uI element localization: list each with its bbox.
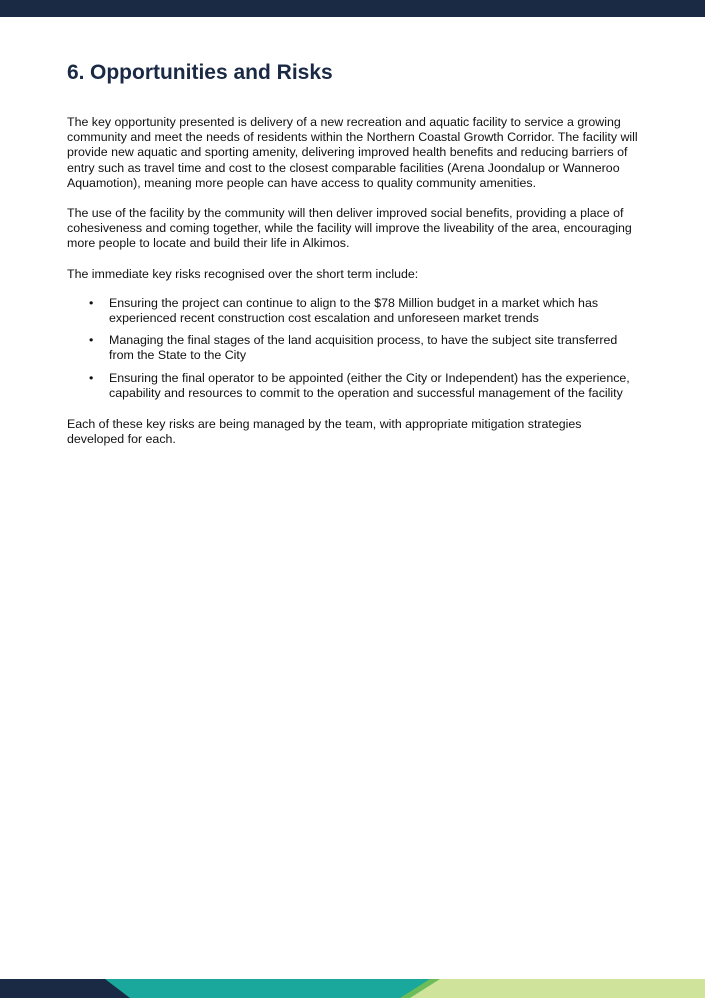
bullet-icon: • (89, 333, 94, 348)
risk-text: Ensuring the project can continue to align to the $78 Million budget in a market which has experienced recent construction cost escalation and unforeseen market trends (109, 295, 599, 326)
intro-paragraph: The key opportunity presented is delivery of a new recreation and aquatic facility to service a growing community and meet the needs of residents within the Northern Coastal Growth Corridor. The facility will provide new aquatic and sporting amenity, delivering improved health benefits and reducing barriers of entry such as travel time and cost to the closest comparable facilities (Arena Joondalup or Wanneroo Aquamotion), meaning more people can have access to quality community amenities. (67, 115, 638, 190)
page-content (67, 58, 639, 462)
risk-text: Ensuring the final operator to be appointed (either the City or Independent) has the experience, capability and resources to commit to the operation and successful management of the facility (109, 370, 630, 400)
list-item (67, 371, 639, 401)
footer-band (0, 979, 705, 998)
risk-text: Managing the final stages of the land acquisition process, to have the subject site transferred from the State to the City (109, 333, 618, 363)
bullet-icon: • (89, 295, 94, 310)
closing-paragraph: Each of these key risks are being managed by the team, with appropriate mitigation strategies developed for each. (67, 417, 582, 447)
section-title: Opportunities and Risks (90, 61, 333, 84)
risks-list (67, 296, 639, 401)
benefits-paragraph: The use of the facility by the community will then deliver improved social benefits, providing a place of cohesiveness and coming together, while the facility will improve the liveability of the area, encouraging more people to locate and build their life in Alkimos. (67, 206, 632, 251)
section-heading (67, 58, 639, 88)
header-band (0, 0, 705, 17)
bullet-icon: • (89, 370, 94, 385)
section-number: 6. (67, 61, 85, 84)
list-item (67, 296, 639, 326)
risks-intro-paragraph: The immediate key risks recognised over the short term include: (67, 266, 419, 281)
list-item (67, 333, 639, 363)
